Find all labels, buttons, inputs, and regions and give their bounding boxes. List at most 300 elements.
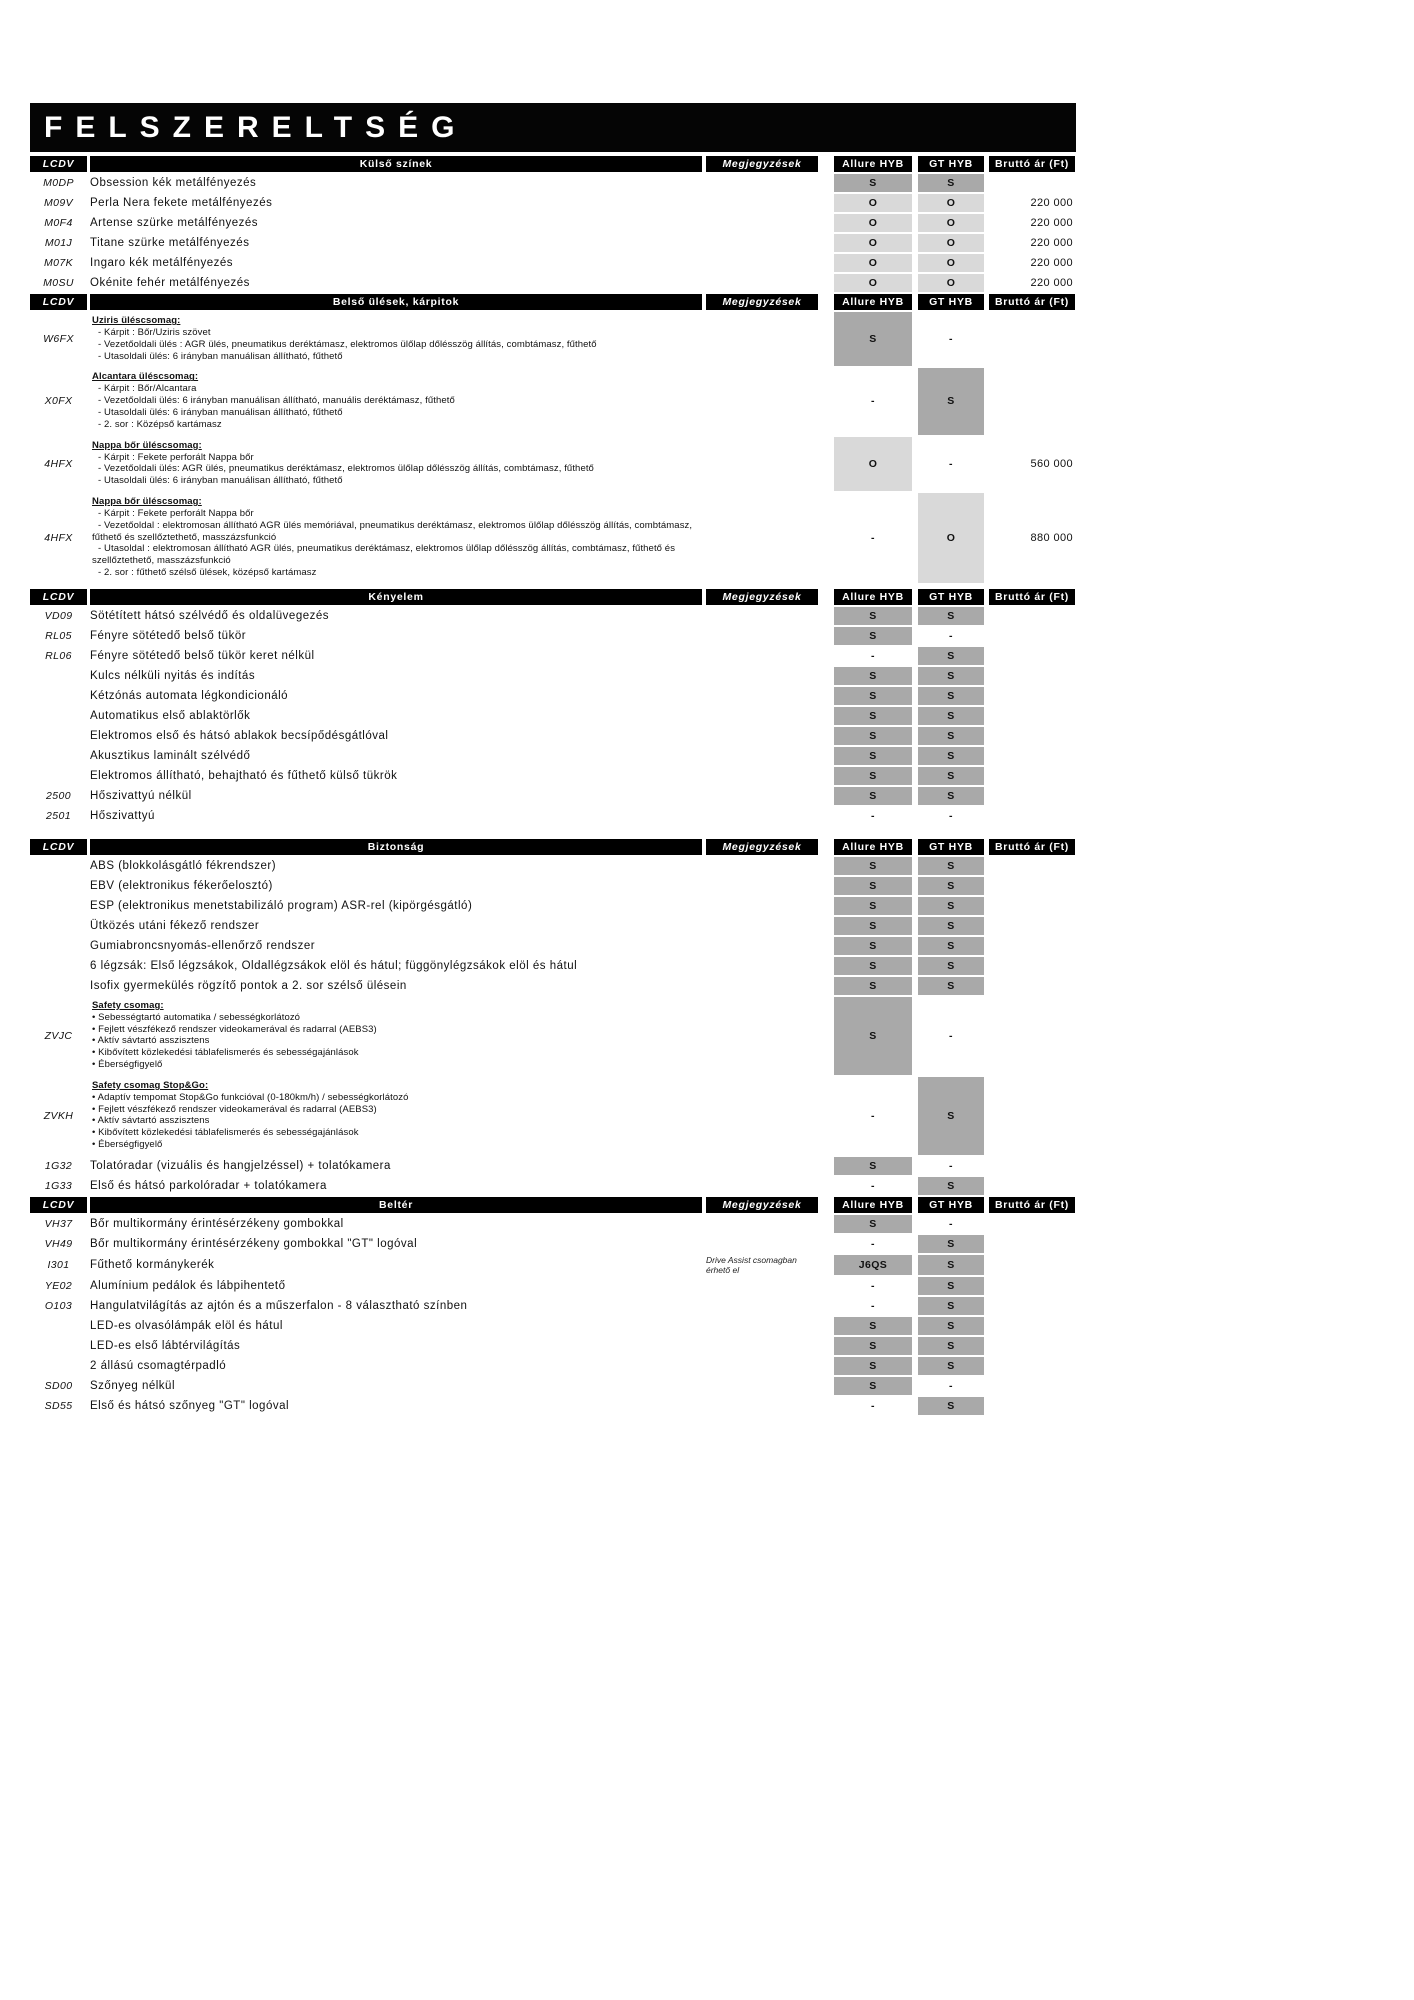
- note-cell: [706, 274, 818, 292]
- lcdv-code: [30, 957, 87, 975]
- note-cell: [706, 1397, 818, 1415]
- column-header-gt-hyb: GT HYB: [918, 156, 984, 172]
- availability-cell: S: [834, 767, 912, 785]
- table-row: [30, 437, 1076, 491]
- lcdv-code: [30, 977, 87, 995]
- package-detail-line: - Vezetőoldali ülés: AGR ülés, pneumatikus deréktámasz, elektromos ülőlap dőlésszög állítás, combtámasz, fűthető: [98, 463, 594, 475]
- lcdv-code: VH49: [44, 1237, 73, 1250]
- note-cell: [706, 1297, 818, 1315]
- lcdv-code: [30, 687, 87, 705]
- column-header-price: Bruttó ár (Ft): [989, 1197, 1075, 1213]
- package-detail-line: - Vezetőoldali ülés : AGR ülés, pneumatikus deréktámasz, elektromos ülőlap dőlésszög állítás, combtámasz, fűthető: [98, 338, 597, 350]
- availability-cell: O: [834, 274, 912, 292]
- package-detail-line: - 2. sor : fűthető szélső ülések, középső kartámasz: [98, 566, 317, 578]
- note-cell: [706, 312, 818, 366]
- package-detail-line: - Kárpit : Bőr/Uziris szövet: [98, 327, 211, 338]
- feature-description: Okénite fehér metálfényezés: [90, 277, 250, 289]
- availability-cell: -: [949, 1217, 953, 1230]
- table-row: [30, 1235, 1076, 1253]
- note-cell: [706, 707, 818, 725]
- section-header-row: [30, 294, 1076, 310]
- availability-cell: S: [918, 1357, 984, 1375]
- note-cell: [706, 607, 818, 625]
- lcdv-code: [30, 1317, 87, 1335]
- feature-description: EBV (elektronikus fékerőelosztó): [90, 879, 273, 892]
- availability-cell: -: [949, 333, 953, 346]
- table-row: [30, 807, 1076, 825]
- lcdv-code: [30, 1357, 87, 1375]
- feature-description: Szőnyeg nélkül: [90, 1379, 175, 1392]
- availability-cell: S: [918, 368, 984, 434]
- feature-description: Gumiabroncsnyomás-ellenőrző rendszer: [90, 939, 316, 952]
- feature-description: Tolatóradar (vizuális és hangjelzéssel) + tolatókamera: [90, 1159, 391, 1172]
- availability-cell: -: [949, 629, 953, 642]
- lcdv-code: ZVKH: [43, 1109, 74, 1122]
- availability-cell: S: [918, 897, 984, 915]
- section-interior-seats: [30, 294, 1076, 583]
- availability-cell: S: [918, 647, 984, 665]
- lcdv-code: VH37: [44, 1217, 73, 1230]
- availability-cell: S: [834, 1377, 912, 1395]
- column-header-gt-hyb: GT HYB: [918, 1197, 984, 1213]
- price-cell: [989, 174, 1075, 192]
- note-cell: [706, 977, 818, 995]
- note-cell: [706, 1077, 818, 1155]
- lcdv-code: M09V: [43, 197, 74, 209]
- note-cell: [706, 627, 818, 645]
- note-cell: [706, 1317, 818, 1335]
- table-row: [30, 368, 1076, 434]
- availability-cell: S: [834, 997, 912, 1075]
- feature-description: Sötétített hátsó szélvédő és oldalüvegezés: [90, 609, 330, 622]
- package-detail-line: - Vezetőoldal : elektromosan állítható AGR ülés memóriával, pneumatikus deréktámasz, elektromos ülőlap dőlésszög állítás, combtámasz, fűthető és szellőztethető, masszázsfunkció: [92, 519, 693, 543]
- note-cell: [706, 437, 818, 491]
- note-cell: [706, 1277, 818, 1295]
- availability-cell: O: [918, 274, 984, 292]
- availability-cell: -: [871, 1299, 875, 1312]
- section-exterior-colors: [30, 156, 1076, 292]
- price-cell: [989, 727, 1075, 745]
- section-title: Biztonság: [90, 839, 702, 855]
- package-detail-line: • Adaptív tempomat Stop&Go funkcióval (0-180km/h) / sebességkorlátozó: [92, 1091, 409, 1103]
- feature-description: Artense szürke metálfényezés: [90, 217, 259, 229]
- price-cell: [989, 1297, 1075, 1315]
- section-header-row: [30, 156, 1076, 172]
- package-detail-line: - Utasoldal : elektromosan állítható AGR ülés, pneumatikus deréktámasz, elektromos ülőlap dőlésszög állítás, combtámasz, fűthető és szellőztethető, masszázsfunkció: [92, 543, 676, 567]
- feature-description: Bőr multikormány érintésérzékeny gombokkal: [90, 1217, 344, 1230]
- note-cell: [706, 807, 818, 825]
- feature-description: Elektromos első és hátsó ablakok becsípődésgátlóval: [90, 729, 389, 742]
- package-detail-line: - Utasoldali ülés: 6 irányban manuálisan állítható, fűthető: [98, 350, 343, 362]
- package-detail-line: • Kibővített közlekedési táblafelismerés és sebességajánlások: [92, 1047, 359, 1059]
- availability-cell: S: [834, 727, 912, 745]
- package-title: Safety csomag Stop&Go:: [92, 1079, 209, 1091]
- price-cell: 220 000: [1030, 217, 1073, 229]
- availability-cell: S: [918, 174, 984, 192]
- table-row: [30, 767, 1076, 785]
- price-cell: [989, 957, 1075, 975]
- feature-description: 6 légzsák: Első légzsákok, Oldallégzsákok elöl és hátul; függönylégzsákok elöl és hátul: [90, 959, 578, 972]
- package-detail-line: - Vezetőoldali ülés: 6 irányban manuálisan állítható, manuális deréktámasz, fűthető: [98, 395, 455, 407]
- feature-description: Első és hátsó szőnyeg "GT" logóval: [90, 1399, 290, 1412]
- feature-description: Hőszivattyú nélkül: [90, 789, 192, 802]
- package-detail-line: • Aktív sávtartó asszisztens: [92, 1115, 210, 1127]
- table-row: [30, 957, 1076, 975]
- availability-cell: O: [918, 254, 984, 272]
- package-detail-line: • Éberségfigyelő: [92, 1058, 163, 1070]
- price-cell: 560 000: [1030, 457, 1073, 470]
- note-cell: [706, 234, 818, 252]
- availability-cell: S: [834, 1157, 912, 1175]
- column-header-notes: Megjegyzések: [706, 839, 818, 855]
- table-row: [30, 174, 1076, 192]
- note-cell: [706, 897, 818, 915]
- lcdv-code: X0FX: [44, 395, 73, 408]
- table-row: [30, 214, 1076, 232]
- column-header-notes: Megjegyzések: [706, 589, 818, 605]
- feature-description: Fényre sötétedő belső tükör keret nélkül: [90, 649, 315, 662]
- table-row: [30, 274, 1076, 292]
- note-cell: [706, 1235, 818, 1253]
- availability-cell: S: [918, 1337, 984, 1355]
- lcdv-code: 4HFX: [44, 457, 73, 470]
- price-cell: [989, 1255, 1075, 1275]
- note-cell: [706, 787, 818, 805]
- note-cell: [706, 1177, 818, 1195]
- table-row: [30, 1277, 1076, 1295]
- table-row: [30, 1377, 1076, 1395]
- feature-description: Automatikus első ablaktörlők: [90, 709, 251, 722]
- column-header-gt-hyb: GT HYB: [918, 839, 984, 855]
- section-safety: [30, 839, 1076, 1195]
- availability-cell: -: [871, 395, 875, 408]
- availability-cell: S: [918, 787, 984, 805]
- price-cell: [989, 687, 1075, 705]
- lcdv-code: [30, 857, 87, 875]
- price-cell: [989, 1235, 1075, 1253]
- table-row: [30, 687, 1076, 705]
- section-title: Beltér: [90, 1197, 702, 1213]
- table-row: [30, 727, 1076, 745]
- availability-cell: -: [949, 1029, 953, 1042]
- availability-cell: S: [834, 1357, 912, 1375]
- availability-cell: S: [834, 707, 912, 725]
- note-cell: [706, 767, 818, 785]
- section-title: Belső ülések, kárpitok: [90, 294, 702, 310]
- package-detail-line: - Kárpit : Fekete perforált Nappa bőr: [98, 451, 254, 463]
- price-cell: [989, 667, 1075, 685]
- column-header-price: Bruttó ár (Ft): [989, 156, 1075, 172]
- availability-cell: S: [834, 977, 912, 995]
- availability-cell: -: [871, 1399, 875, 1412]
- price-cell: [989, 767, 1075, 785]
- equipment-table: [30, 103, 1076, 1417]
- lcdv-code: M0F4: [44, 217, 73, 229]
- lcdv-code: O103: [44, 1299, 73, 1312]
- feature-description: Hangulatvilágítás az ajtón és a műszerfalon - 8 választható színben: [90, 1299, 468, 1312]
- availability-cell: S: [918, 707, 984, 725]
- section-title: Kényelem: [90, 589, 702, 605]
- table-row: [30, 1157, 1076, 1175]
- lcdv-code: [30, 917, 87, 935]
- availability-cell: S: [834, 1337, 912, 1355]
- note-cell: [706, 1337, 818, 1355]
- table-row: [30, 977, 1076, 995]
- section-comfort: [30, 589, 1076, 825]
- column-header-notes: Megjegyzések: [706, 1197, 818, 1213]
- table-row: [30, 857, 1076, 875]
- lcdv-code: [30, 747, 87, 765]
- feature-description: [90, 437, 702, 491]
- table-row: [30, 493, 1076, 583]
- feature-description: Fűthető kormánykerék: [90, 1258, 215, 1271]
- lcdv-code: VD09: [44, 609, 73, 622]
- column-header-notes: Megjegyzések: [706, 156, 818, 172]
- availability-cell: S: [834, 627, 912, 645]
- lcdv-code: W6FX: [43, 333, 74, 346]
- section-interior: [30, 1197, 1076, 1415]
- feature-description: Alumínium pedálok és lábpihentető: [90, 1279, 286, 1292]
- package-title: Alcantara üléscsomag:: [92, 371, 199, 383]
- column-header-gt-hyb: GT HYB: [918, 294, 984, 310]
- package-detail-line: - Kárpit : Fekete perforált Nappa bőr: [98, 507, 254, 519]
- feature-description: Titane szürke metálfényezés: [90, 237, 250, 249]
- availability-cell: O: [834, 437, 912, 491]
- price-cell: 220 000: [1030, 197, 1073, 209]
- feature-description: Akusztikus laminált szélvédő: [90, 749, 251, 762]
- section-header-row: [30, 1197, 1076, 1213]
- table-row: [30, 1077, 1076, 1155]
- availability-cell: S: [918, 1177, 984, 1195]
- column-header-notes: Megjegyzések: [706, 294, 818, 310]
- price-cell: [989, 607, 1075, 625]
- feature-description: Hőszivattyú: [90, 809, 155, 822]
- table-row: [30, 747, 1076, 765]
- note-cell: [706, 747, 818, 765]
- note-cell: [706, 937, 818, 955]
- feature-description: [90, 493, 702, 583]
- feature-description: [90, 312, 702, 366]
- lcdv-code: [30, 727, 87, 745]
- availability-cell: O: [918, 194, 984, 212]
- availability-cell: -: [949, 457, 953, 470]
- lcdv-code: 2500: [46, 789, 71, 802]
- note-cell: [706, 194, 818, 212]
- price-cell: 880 000: [1030, 531, 1073, 544]
- price-cell: [989, 977, 1075, 995]
- price-cell: 220 000: [1030, 257, 1073, 269]
- lcdv-code: [30, 707, 87, 725]
- availability-cell: S: [834, 312, 912, 366]
- availability-cell: S: [918, 937, 984, 955]
- package-detail-line: - Utasoldali ülés: 6 irányban manuálisan állítható, fűthető: [98, 475, 343, 487]
- feature-description: Elektromos állítható, behajtható és fűthető külső tükrök: [90, 769, 398, 782]
- lcdv-code: [30, 937, 87, 955]
- note-cell: [706, 647, 818, 665]
- lcdv-code: [30, 1337, 87, 1355]
- price-cell: [989, 1157, 1075, 1175]
- price-cell: [989, 312, 1075, 366]
- availability-cell: S: [834, 607, 912, 625]
- availability-cell: S: [834, 957, 912, 975]
- availability-cell: S: [834, 687, 912, 705]
- availability-cell: O: [834, 214, 912, 232]
- feature-description: Fényre sötétedő belső tükör: [90, 629, 247, 642]
- table-row: [30, 1215, 1076, 1233]
- table-row: [30, 667, 1076, 685]
- feature-description: ABS (blokkolásgátló fékrendszer): [90, 859, 277, 872]
- note-cell: [706, 1215, 818, 1233]
- table-row: [30, 787, 1076, 805]
- availability-cell: S: [834, 1317, 912, 1335]
- price-cell: [989, 1377, 1075, 1395]
- column-header-price: Bruttó ár (Ft): [989, 294, 1075, 310]
- price-cell: [989, 787, 1075, 805]
- availability-cell: S: [918, 1077, 984, 1155]
- price-cell: [989, 627, 1075, 645]
- note-cell: [706, 254, 818, 272]
- note-cell: [706, 997, 818, 1075]
- price-cell: [989, 1077, 1075, 1155]
- note-cell: [706, 957, 818, 975]
- availability-cell: S: [834, 877, 912, 895]
- note-cell: [706, 493, 818, 583]
- table-row: [30, 1177, 1076, 1195]
- feature-description: LED-es első lábtérvilágítás: [90, 1339, 241, 1352]
- lcdv-code: 2501: [46, 809, 71, 822]
- note-cell: [706, 857, 818, 875]
- note-cell: [706, 214, 818, 232]
- table-row: [30, 897, 1076, 915]
- table-row: [30, 234, 1076, 252]
- price-cell: [989, 1357, 1075, 1375]
- table-row: [30, 647, 1076, 665]
- availability-cell: S: [834, 747, 912, 765]
- feature-description: 2 állású csomagtérpadló: [90, 1359, 227, 1372]
- table-row: [30, 1255, 1076, 1275]
- availability-cell: J6QS: [834, 1255, 912, 1275]
- price-cell: [989, 917, 1075, 935]
- lcdv-code: M0DP: [43, 177, 74, 189]
- availability-cell: -: [871, 1237, 875, 1250]
- availability-cell: -: [949, 1379, 953, 1392]
- feature-description: Bőr multikormány érintésérzékeny gombokkal "GT" logóval: [90, 1237, 418, 1250]
- table-row: [30, 607, 1076, 625]
- table-row: [30, 1317, 1076, 1335]
- availability-cell: S: [918, 877, 984, 895]
- column-header-price: Bruttó ár (Ft): [989, 589, 1075, 605]
- feature-description: [90, 997, 702, 1075]
- column-header-price: Bruttó ár (Ft): [989, 839, 1075, 855]
- note-cell: [706, 1157, 818, 1175]
- lcdv-code: ZVJC: [44, 1029, 73, 1042]
- feature-description: [90, 368, 702, 434]
- price-cell: [989, 857, 1075, 875]
- table-row: [30, 1397, 1076, 1415]
- note-cell: [706, 727, 818, 745]
- section-header-row: [30, 839, 1076, 855]
- column-header-lcdv: LCDV: [30, 839, 87, 855]
- price-cell: [989, 707, 1075, 725]
- lcdv-code: SD55: [44, 1399, 73, 1412]
- availability-cell: S: [918, 1317, 984, 1335]
- price-cell: [989, 647, 1075, 665]
- package-title: Safety csomag:: [92, 999, 164, 1011]
- package-detail-line: • Fejlett vészfékező rendszer videokamerával és radarral (AEBS3): [92, 1023, 377, 1035]
- availability-cell: S: [918, 957, 984, 975]
- package-detail-line: • Sebességtartó automatika / sebességkorlátozó: [92, 1011, 301, 1023]
- package-detail-line: • Éberségfigyelő: [92, 1138, 163, 1150]
- price-cell: [989, 877, 1075, 895]
- availability-cell: S: [834, 897, 912, 915]
- price-cell: [989, 1317, 1075, 1335]
- section-title: Külső színek: [90, 156, 702, 172]
- availability-cell: -: [871, 531, 875, 544]
- feature-description: Ingaro kék metálfényezés: [90, 257, 234, 269]
- lcdv-code: M0SU: [43, 277, 74, 289]
- availability-cell: O: [918, 493, 984, 583]
- package-detail-line: • Kibővített közlekedési táblafelismerés és sebességajánlások: [92, 1127, 359, 1139]
- table-row: [30, 1337, 1076, 1355]
- availability-cell: -: [871, 1179, 875, 1192]
- table-row: [30, 312, 1076, 366]
- feature-description: Első és hátsó parkolóradar + tolatókamera: [90, 1179, 327, 1192]
- availability-cell: S: [834, 857, 912, 875]
- availability-cell: S: [918, 917, 984, 935]
- feature-description: Ütközés utáni fékező rendszer: [90, 919, 260, 932]
- availability-cell: -: [871, 649, 875, 662]
- feature-description: Kétzónás automata légkondicionáló: [90, 689, 289, 702]
- note-cell: [706, 667, 818, 685]
- column-header-allure-hyb: Allure HYB: [834, 1197, 912, 1213]
- feature-description: Kulcs nélküli nyitás és indítás: [90, 669, 256, 682]
- table-row: [30, 997, 1076, 1075]
- package-title: Nappa bőr üléscsomag:: [92, 495, 202, 507]
- table-row: [30, 877, 1076, 895]
- table-row: [30, 707, 1076, 725]
- column-header-lcdv: LCDV: [30, 294, 87, 310]
- availability-cell: -: [871, 1109, 875, 1122]
- package-detail-line: • Fejlett vészfékező rendszer videokamerával és radarral (AEBS3): [92, 1103, 377, 1115]
- price-cell: [989, 368, 1075, 434]
- price-cell: [989, 1337, 1075, 1355]
- availability-cell: -: [871, 809, 875, 822]
- note-cell: [706, 917, 818, 935]
- availability-cell: S: [918, 727, 984, 745]
- availability-cell: -: [949, 809, 953, 822]
- table-row: [30, 917, 1076, 935]
- column-header-allure-hyb: Allure HYB: [834, 589, 912, 605]
- availability-cell: S: [918, 1397, 984, 1415]
- package-title: Nappa bőr üléscsomag:: [92, 439, 202, 451]
- availability-cell: -: [949, 1159, 953, 1172]
- lcdv-code: SD00: [44, 1379, 73, 1392]
- lcdv-code: [30, 667, 87, 685]
- lcdv-code: RL06: [45, 649, 72, 662]
- availability-cell: S: [918, 1235, 984, 1253]
- column-header-lcdv: LCDV: [30, 1197, 87, 1213]
- availability-cell: S: [918, 1255, 984, 1275]
- availability-cell: S: [918, 1277, 984, 1295]
- package-detail-line: - Kárpit : Bőr/Alcantara: [98, 383, 197, 395]
- lcdv-code: [30, 897, 87, 915]
- lcdv-code: YE02: [44, 1279, 73, 1292]
- price-cell: [989, 937, 1075, 955]
- lcdv-code: M01J: [44, 237, 73, 249]
- table-row: [30, 194, 1076, 212]
- note-cell: [706, 368, 818, 434]
- availability-cell: S: [918, 977, 984, 995]
